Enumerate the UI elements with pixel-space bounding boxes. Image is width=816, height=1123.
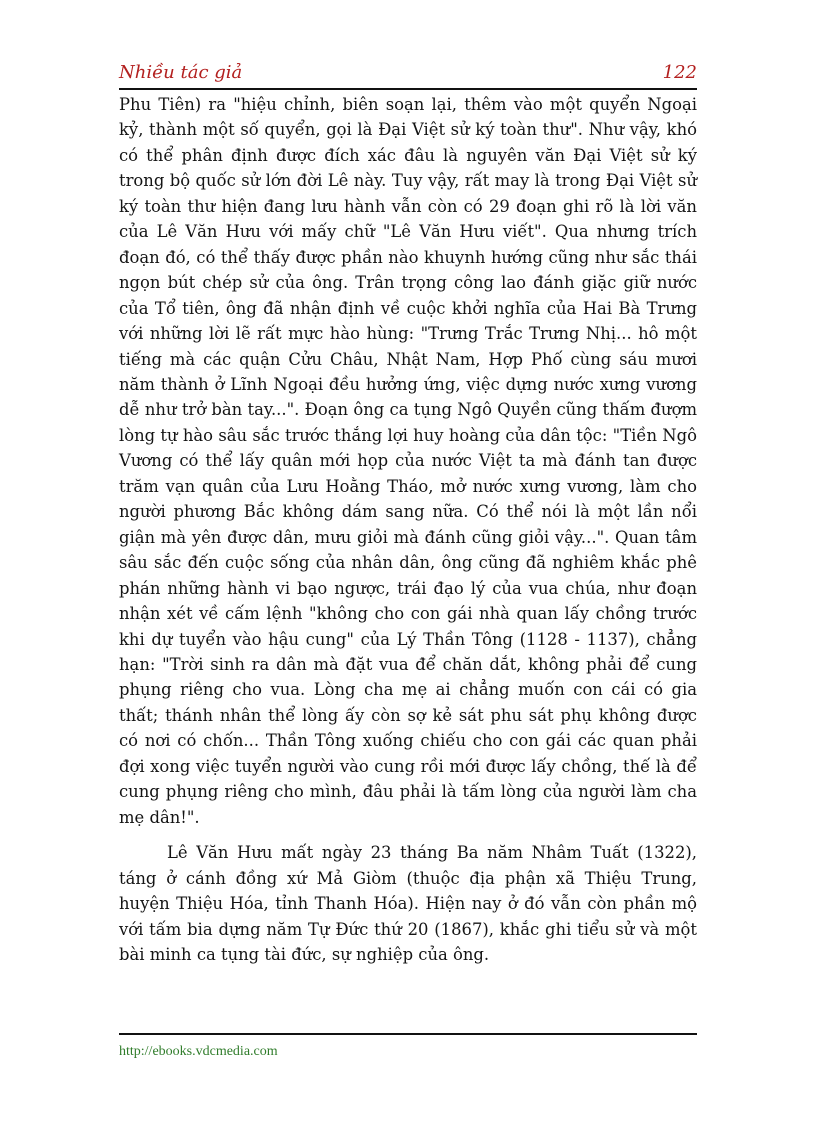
footer-url-link[interactable]: http://ebooks.vdcmedia.com <box>119 1044 278 1059</box>
page-header <box>119 62 697 86</box>
paragraph-1: Phu Tiên) ra "hiệu chỉnh, biên soạn lại, thêm vào một quyển Ngoại kỷ, thành một số quyển, gọi là Đại Việt sử ký toàn thư". Như vậy, khó có thể phân định được đích xác đâu là nguyên văn Đại Việt sử ký trong bộ quốc sử lớn đời Lê này. Tuy vậy, rất may là trong Đại Việt sử ký toàn thư hiện đang lưu hành vẫn còn có 29 đoạn ghi rõ là lời văn của Lê Văn Hưu với mấy chữ "Lê Văn Hưu viết". Qua nhưng trích đoạn đó, có thể thấy được phần nào khuynh hướng cũng như sắc thái ngọn bút chép sử của ông. Trân trọng công lao đánh giặc giữ nước của Tổ tiên, ông đã nhận định về cuộc khởi nghĩa của Hai Bà Trưng với những lời lẽ rất mực hào hùng: "Trưng Trắc Trưng Nhị... hô một tiếng mà các quận Cửu Châu, Nhật Nam, Hợp Phố cùng sáu mươi năm thành ở Lĩnh Ngoại đều hưởng ứng, việc dựng nước xưng vương dễ như trở bàn tay...". Đoạn ông ca tụng Ngô Quyền cũng thấm đượm lòng tự hào sâu sắc trước thắng lợi huy hoàng của dân tộc: "Tiền Ngô Vương có thể lấy quân mới họp của nước Việt ta mà đánh tan được trăm vạn quân của Lưu Hoằng Tháo, mở nước xưng vương, làm cho người phương Bắc không dám sang nữa. Có thể nói là một lần nổi giận mà yên được dân, mưu giỏi mà đánh cũng giỏi vậy...". Quan tâm sâu sắc đến cuộc sống của nhân dân, ông cũng đã nghiêm khắc phê phán những hành vi bạo ngược, trái đạo lý của vua chúa, như đoạn nhận xét về cấm lệnh "không cho con gái nhà quan lấy chồng trước khi dự tuyển vào hậu cung" của Lý Thần Tông (1128 - 1137), chẳng hạn: "Trời sinh ra dân mà đặt vua để chăn dắt, không phải để cung phụng riêng cho vua. Lòng cha mẹ ai chẳng muốn con cái có gia thất; thánh nhân thể lòng ấy còn sợ kẻ sát phu sát phụ không được có nơi có chốn... Thần Tông xuống chiếu cho con gái các quan phải đợi xong việc tuyển người vào cung rồi mới được lấy chồng, thế là để cung phụng riêng cho mình, đâu phải là tấm lòng của người làm cha mẹ dân!". <box>119 95 697 827</box>
header-author: Nhiều tác giả <box>119 62 243 83</box>
header-divider <box>119 88 697 90</box>
header-page-number: 122 <box>662 62 697 83</box>
paragraph-2: Lê Văn Hưu mất ngày 23 tháng Ba năm Nhâm Tuất (1322), táng ở cánh đồng xứ Mả Giòm (thuộc địa phận xã Thiệu Trung, huyện Thiệu Hóa, tỉnh Thanh Hóa). Hiện nay ở đó vẫn còn phần mộ với tấm bia dựng năm Tự Đức thứ 20 (1867), khắc ghi tiểu sử và một bài minh ca tụng tài đức, sự nghiệp của ông. <box>119 843 697 964</box>
footer-divider <box>119 1033 697 1035</box>
body-text <box>119 92 697 967</box>
